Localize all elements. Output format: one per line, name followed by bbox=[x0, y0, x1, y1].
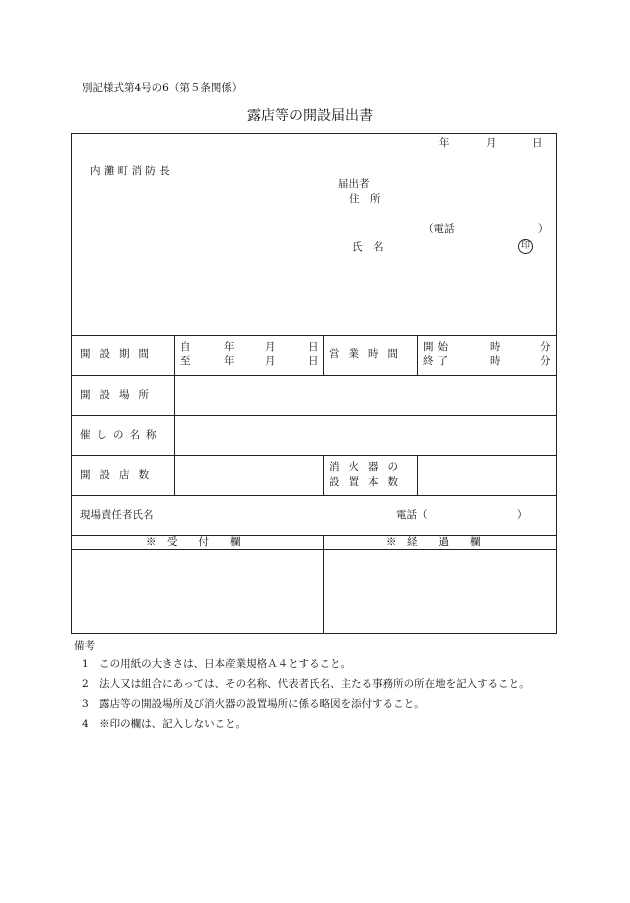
notes-heading: 備考 bbox=[74, 640, 95, 652]
column-divider bbox=[417, 455, 418, 495]
row-divider bbox=[72, 415, 556, 416]
extinguisher-label-line2: 設置本数 bbox=[329, 476, 407, 488]
hours-label: 営業時間 bbox=[329, 348, 407, 360]
form-reference: 別記様式第4号の6（第５条関係） bbox=[82, 82, 243, 94]
reception-label: ※ 受 付 欄 bbox=[146, 536, 241, 548]
hours-start-hour: 時 bbox=[490, 341, 501, 353]
period-to-day: 日 bbox=[308, 355, 319, 367]
row-divider bbox=[72, 535, 556, 536]
phone-label: （電話 bbox=[423, 223, 455, 235]
hours-start-label: 開始 bbox=[423, 341, 452, 353]
hours-end-minute: 分 bbox=[540, 355, 551, 367]
period-to-month: 月 bbox=[265, 355, 276, 367]
period-to-year: 年 bbox=[224, 355, 235, 367]
name-label: 氏 名 bbox=[352, 241, 384, 253]
period-from-day: 日 bbox=[308, 341, 319, 353]
period-label: 開設期間 bbox=[80, 348, 158, 360]
manager-label: 現場責任者氏名 bbox=[80, 509, 154, 521]
row-divider bbox=[72, 495, 556, 496]
note-item: 2 法人又は組合にあっては、その名称、代表者氏名、主たる事務所の所在地を記入すること。 bbox=[82, 678, 530, 690]
period-from-month: 月 bbox=[265, 341, 276, 353]
date-day-label: 日 bbox=[532, 137, 543, 149]
seal-mark: 印 bbox=[518, 239, 533, 254]
event-name-label: 催しの名称 bbox=[80, 429, 163, 441]
hours-start-minute: 分 bbox=[540, 341, 551, 353]
page-title: 露店等の開設届出書 bbox=[247, 108, 373, 124]
column-divider bbox=[174, 335, 175, 495]
store-count-label: 開設店数 bbox=[80, 469, 158, 481]
row-divider bbox=[72, 455, 556, 456]
hours-end-label: 終了 bbox=[423, 355, 452, 367]
row-divider bbox=[72, 335, 556, 336]
period-to-prefix: 至 bbox=[180, 355, 191, 367]
column-divider bbox=[323, 535, 324, 634]
phone-close: ） bbox=[538, 223, 549, 235]
hours-end-hour: 時 bbox=[490, 355, 501, 367]
period-from-prefix: 自 bbox=[180, 341, 191, 353]
column-divider bbox=[323, 455, 324, 495]
manager-phone-label: 電話（ bbox=[396, 509, 428, 521]
row-divider bbox=[72, 549, 556, 550]
note-item: 3 露店等の開設場所及び消火器の設置場所に係る略図を添付すること。 bbox=[82, 698, 425, 710]
extinguisher-label-line1: 消火器の bbox=[329, 461, 407, 473]
notification-form bbox=[71, 133, 557, 634]
row-divider bbox=[72, 375, 556, 376]
applicant-label: 届出者 bbox=[338, 178, 370, 190]
date-year-label: 年 bbox=[439, 137, 450, 149]
address-label: 住 所 bbox=[349, 193, 381, 205]
manager-phone-close: ） bbox=[517, 509, 528, 521]
addressee: 内 灘 町 消 防 長 bbox=[90, 165, 170, 177]
date-month-label: 月 bbox=[486, 137, 497, 149]
period-from-year: 年 bbox=[224, 341, 235, 353]
progress-label: ※ 経 過 欄 bbox=[386, 536, 481, 548]
location-label: 開設場所 bbox=[80, 389, 158, 401]
column-divider bbox=[417, 335, 418, 375]
column-divider bbox=[323, 335, 324, 375]
note-item: 1 この用紙の大きさは、日本産業規格Ａ４とすること。 bbox=[82, 658, 352, 670]
note-item: 4 ※印の欄は、記入しないこと。 bbox=[82, 718, 247, 730]
